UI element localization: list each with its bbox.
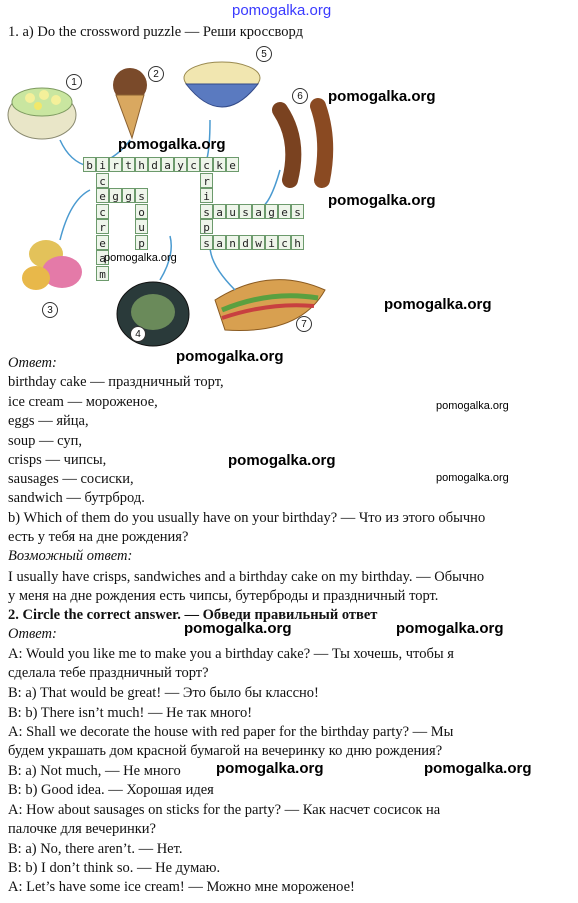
dialogue-line: B: b) Good idea. — Хорошая идея bbox=[8, 782, 214, 798]
possible-answer-label: Возможный ответ: bbox=[8, 548, 133, 564]
crossword-cell: a bbox=[213, 204, 226, 219]
crossword-cell: c bbox=[96, 173, 109, 188]
crossword-cell: g bbox=[122, 188, 135, 203]
watermark[interactable]: pomogalka.org bbox=[436, 400, 509, 412]
picture-number-5: 5 bbox=[256, 46, 272, 62]
dialogue-line: B: b) I don’t think so. — Не думаю. bbox=[8, 860, 221, 876]
dialogue-line: B: a) No, there aren’t. — Нет. bbox=[8, 841, 183, 857]
watermark[interactable]: pomogalka.org bbox=[228, 452, 336, 469]
task1b-question: есть у тебя на дне рождения? bbox=[8, 529, 189, 545]
crossword-cell: i bbox=[96, 157, 109, 172]
answer-label: Ответ: bbox=[8, 355, 57, 371]
crossword-cell: w bbox=[252, 235, 265, 250]
possible-answer: у меня на дне рождения есть чипсы, бутерброды и праздничный торт. bbox=[8, 588, 439, 604]
crossword-cell: a bbox=[213, 235, 226, 250]
watermark[interactable]: pomogalka.org bbox=[396, 620, 504, 637]
crossword-cell: r bbox=[96, 219, 109, 234]
answer-label: Ответ: bbox=[8, 626, 57, 642]
watermark[interactable]: pomogalka.org bbox=[424, 760, 532, 777]
crossword-cell: t bbox=[122, 157, 135, 172]
answer-line: ice cream — мороженое, bbox=[8, 394, 158, 410]
dialogue-line: A: Would you like me to make you a birthday cake? — Ты хочешь, чтобы я bbox=[8, 646, 454, 662]
crossword-cell: e bbox=[96, 235, 109, 250]
watermark[interactable]: pomogalka.org bbox=[436, 472, 509, 484]
eggs-picture bbox=[22, 240, 82, 290]
watermark[interactable]: pomogalka.org bbox=[328, 192, 436, 209]
watermark[interactable]: pomogalka.org bbox=[216, 760, 324, 777]
watermark[interactable]: pomogalka.org bbox=[176, 348, 284, 365]
answer-line: crisps — чипсы, bbox=[8, 452, 107, 468]
crossword-cell: p bbox=[200, 219, 213, 234]
watermark[interactable]: pomogalka.org bbox=[384, 296, 492, 313]
crossword-cell: d bbox=[148, 157, 161, 172]
watermark[interactable]: pomogalka.org bbox=[118, 136, 226, 153]
answer-line: sandwich — бутрброд. bbox=[8, 490, 145, 506]
task1-title: 1. a) Do the crossword puzzle — Реши кроссворд bbox=[8, 24, 303, 40]
crossword-cell: e bbox=[278, 204, 291, 219]
dialogue-line: A: How about sausages on sticks for the party? — Как насчет сосисок на bbox=[8, 802, 441, 818]
crossword-cell: k bbox=[213, 157, 226, 172]
crossword-cell: h bbox=[135, 157, 148, 172]
dialogue-line: B: a) Not much, — Не много bbox=[8, 763, 181, 779]
answer-line: eggs — яйца, bbox=[8, 413, 89, 429]
crossword-cell: e bbox=[226, 157, 239, 172]
crossword-cell: o bbox=[135, 204, 148, 219]
answer-line: sausages — сосиски, bbox=[8, 471, 134, 487]
dialogue-line: A: Let’s have some ice cream! — Можно мне мороженое! bbox=[8, 879, 355, 895]
dialogue-line: B: a) That would be great! — Это было бы классно! bbox=[8, 685, 319, 701]
watermark-top[interactable]: pomogalka.org bbox=[232, 2, 332, 19]
crossword-cell: s bbox=[200, 204, 213, 219]
crossword-cell: r bbox=[109, 157, 122, 172]
picture-number-2: 2 bbox=[148, 66, 164, 82]
crossword-cell: g bbox=[109, 188, 122, 203]
picture-number-6: 6 bbox=[292, 88, 308, 104]
crossword-cell: s bbox=[239, 204, 252, 219]
crossword-cell: n bbox=[226, 235, 239, 250]
crossword-cell: u bbox=[135, 219, 148, 234]
crisps-picture bbox=[184, 62, 260, 107]
dialogue-line: A: Shall we decorate the house with red paper for the birthday party? — Мы bbox=[8, 724, 454, 740]
crossword-cell: i bbox=[200, 188, 213, 203]
crossword-cell: b bbox=[83, 157, 96, 172]
crossword-cell: r bbox=[200, 173, 213, 188]
crossword-cell: m bbox=[96, 266, 109, 281]
crossword-cell: c bbox=[200, 157, 213, 172]
picture-number-3: 3 bbox=[42, 302, 58, 318]
watermark[interactable]: pomogalka.org bbox=[328, 88, 436, 105]
crossword-cell: a bbox=[96, 250, 109, 265]
picture-number-7: 7 bbox=[296, 316, 312, 332]
dialogue-line: B: b) There isn’t much! — Не так много! bbox=[8, 705, 253, 721]
crossword-cell: i bbox=[265, 235, 278, 250]
crossword-cell: c bbox=[96, 204, 109, 219]
crossword-cell: y bbox=[174, 157, 187, 172]
crossword-cell: d bbox=[239, 235, 252, 250]
dialogue-line: палочке для вечеринки? bbox=[8, 821, 156, 837]
birthday-cake-picture bbox=[8, 88, 76, 139]
crossword-cell: c bbox=[187, 157, 200, 172]
crossword-cell: a bbox=[161, 157, 174, 172]
crossword-cell: s bbox=[291, 204, 304, 219]
crossword-cell: s bbox=[200, 235, 213, 250]
crossword-cell: g bbox=[265, 204, 278, 219]
task2-title: 2. Circle the correct answer. — Обведи правильный ответ bbox=[8, 607, 378, 623]
watermark[interactable]: pomogalka.org bbox=[104, 252, 177, 264]
possible-answer: I usually have crisps, sandwiches and a birthday cake on my birthday. — Обычно bbox=[8, 569, 485, 585]
crossword-cell: a bbox=[252, 204, 265, 219]
ice-cream-picture bbox=[113, 68, 147, 138]
sausages-picture bbox=[280, 106, 325, 180]
crossword-cell: c bbox=[278, 235, 291, 250]
picture-number-4: 4 bbox=[130, 326, 146, 342]
crossword-cell: u bbox=[226, 204, 239, 219]
task1b-question: b) Which of them do you usually have on your birthday? — Что из этого обычно bbox=[8, 510, 486, 526]
crossword-cell: p bbox=[135, 235, 148, 250]
crossword-cell: s bbox=[135, 188, 148, 203]
answer-line: birthday cake — праздничный торт, bbox=[8, 374, 224, 390]
answer-line: soup — суп, bbox=[8, 433, 83, 449]
crossword-cell: h bbox=[291, 235, 304, 250]
watermark[interactable]: pomogalka.org bbox=[184, 620, 292, 637]
soup-picture bbox=[117, 282, 189, 346]
picture-number-1: 1 bbox=[66, 74, 82, 90]
dialogue-line: будем украшать дом красной бумагой на вечеринку ко дню рождения? bbox=[8, 743, 443, 759]
crossword-cell: e bbox=[96, 188, 109, 203]
dialogue-line: сделала тебе праздничный торт? bbox=[8, 665, 209, 681]
